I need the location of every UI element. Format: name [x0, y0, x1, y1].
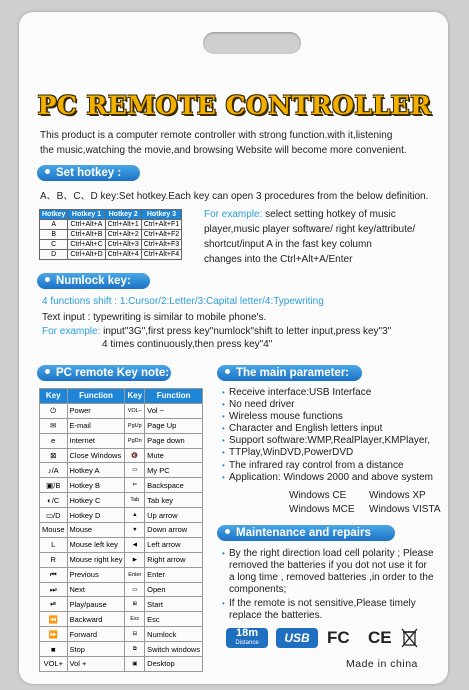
example-text: input"3G",first press key"numlock"shift to letter input,press key"3" [100, 326, 392, 337]
table-header-row [40, 210, 182, 220]
list-item: • Wireless mouse functions [222, 411, 433, 423]
hotkey-header: Set hotkey : [37, 165, 140, 181]
bullet-icon [45, 369, 50, 374]
usb-logo-icon: USB [276, 628, 318, 648]
distance-value: 18m [235, 627, 259, 639]
key-icon: ♪/A [40, 463, 68, 478]
function-cell: Page Up [145, 418, 203, 433]
numlock-example-line-2: 4 times continuously,then press key"4" [102, 339, 273, 350]
fc-mark-icon: FC [327, 628, 350, 647]
column-header: Hotkey 2 [105, 210, 141, 220]
function-cell: Forward [67, 627, 125, 642]
made-in-label: Made in china [346, 658, 418, 670]
function-cell: My PC [145, 463, 203, 478]
table-row [40, 220, 182, 230]
table-row [40, 403, 203, 418]
parameter-header: The main parameter: [217, 365, 362, 381]
key-icon: R [40, 552, 68, 567]
key-icon: ◐/C [40, 493, 68, 508]
function-cell: Vol − [145, 403, 203, 418]
key-icon: VOL− [125, 403, 145, 418]
hotkey-example-line-4: changes into the Ctrl+Alt+A/Enter [204, 254, 353, 265]
key-icon: L [40, 537, 68, 552]
function-cell: Mute [145, 448, 203, 463]
table-cell: C [40, 240, 68, 250]
bullet-icon [45, 277, 50, 282]
maintenance-line: replace the batteries. [229, 610, 323, 622]
os-windows-ce: Windows CE [289, 490, 347, 501]
list-item [222, 548, 444, 596]
function-cell: Play/pause [67, 597, 125, 612]
table-row [40, 642, 203, 657]
hotkey-example-line-1 [204, 208, 396, 222]
table-cell: Ctrl+Alt+1 [105, 220, 141, 230]
table-cell: Ctrl+Alt+A [68, 220, 105, 230]
key-icon: ⊠ [40, 448, 68, 463]
os-windows-mce: Windows MCE [289, 504, 355, 515]
keynote-table [39, 388, 203, 672]
hang-hole [203, 32, 301, 54]
function-cell: Close Windows [67, 448, 125, 463]
numlock-shift: 4 functions shift : 1:Cursor/2:Letter/3:Capital letter/4:Typewriting [42, 296, 324, 307]
table-row [40, 552, 203, 567]
list-item: • Application: Windows 2000 and above system [222, 472, 433, 484]
function-cell: Left arrow [145, 537, 203, 552]
numlock-header: Numlock key: [37, 273, 150, 289]
function-cell: Tab key [145, 493, 203, 508]
function-cell: Internet [67, 433, 125, 448]
table-cell: Ctrl+Alt+4 [105, 250, 141, 260]
page-title: PC REMOTE CONTROLLER [37, 91, 432, 120]
maintenance-line: components; [229, 584, 287, 596]
key-icon: ▲ [125, 508, 145, 523]
ce-mark-icon: CE [368, 628, 392, 647]
key-icon: ⏪ [40, 612, 68, 627]
intro-line-2: the music,watching the movie,and browsing Website will become more convenient. [40, 145, 407, 156]
key-icon: e [40, 433, 68, 448]
function-cell: Numlock [145, 627, 203, 642]
bullet-icon [45, 169, 50, 174]
distance-label: Distance [235, 640, 259, 646]
key-icon: ◀ [125, 537, 145, 552]
function-cell: E-mail [67, 418, 125, 433]
maintenance-list [222, 548, 444, 623]
table-row [40, 612, 203, 627]
hotkey-example-line-2: player,music player software/ right key/attribute/ [204, 224, 416, 235]
maintenance-line: By the right direction load cell polarity ; Please [229, 548, 434, 559]
table-cell: Ctrl+Alt+D [68, 250, 105, 260]
key-icon: ⧉ [125, 642, 145, 657]
intro-line-1: This product is a computer remote controller with strong function.with it,listening [40, 130, 393, 141]
function-cell: Desktop [145, 657, 203, 672]
table-row [40, 493, 203, 508]
column-header: Hotkey 3 [141, 210, 181, 220]
table-row [40, 582, 203, 597]
table-row [40, 433, 203, 448]
key-icon: ⇐ [125, 478, 145, 493]
table-row [40, 523, 203, 538]
key-icon: ⏯ [40, 597, 68, 612]
example-text: select setting hotkey of music [262, 209, 396, 220]
function-cell: Down arrow [145, 523, 203, 538]
key-icon: ▭/D [40, 508, 68, 523]
maintenance-header: Maintenance and repairs [217, 525, 395, 541]
table-row [40, 448, 203, 463]
list-item: • Receive interface:USB Interface [222, 387, 433, 399]
function-cell: Right arrow [145, 552, 203, 567]
key-icon: ⊞ [125, 597, 145, 612]
column-header: Key [40, 389, 68, 404]
function-cell: Switch windows [145, 642, 203, 657]
list-item: • TTPlay,WinDVD,PowerDVD [222, 447, 433, 459]
bullet-icon [225, 529, 230, 534]
column-header: Function [145, 389, 203, 404]
function-cell: Stop [67, 642, 125, 657]
key-icon: ▼ [125, 523, 145, 538]
key-icon: Esc [125, 612, 145, 627]
column-header: Function [67, 389, 125, 404]
table-row [40, 508, 203, 523]
table-row [40, 657, 203, 672]
hotkey-table [39, 209, 182, 260]
example-label: For example: [42, 326, 101, 337]
list-item: • The infrared ray control from a distance [222, 460, 433, 472]
column-header: Hotkey [40, 210, 68, 220]
table-cell: D [40, 250, 68, 260]
table-row [40, 230, 182, 240]
key-icon: Mouse [40, 523, 68, 538]
table-row [40, 250, 182, 260]
numlock-text-input: Text input : typewriting is similar to mobile phone's. [42, 312, 267, 323]
table-row [40, 567, 203, 582]
table-row [40, 240, 182, 250]
function-cell: Enter [145, 567, 203, 582]
table-cell: Ctrl+Alt+F3 [141, 240, 181, 250]
example-label: For example: [204, 209, 263, 220]
function-cell: Mouse right key [67, 552, 125, 567]
key-icon: PgUp [125, 418, 145, 433]
numlock-example-line-1 [42, 325, 391, 339]
table-cell: Ctrl+Alt+3 [105, 240, 141, 250]
table-cell: Ctrl+Alt+F2 [141, 230, 181, 240]
column-header: Key [125, 389, 145, 404]
list-item: • Character and English letters input [222, 423, 433, 435]
distance-badge [226, 628, 268, 648]
key-icon: ▶ [125, 552, 145, 567]
key-icon: ▣/B [40, 478, 68, 493]
table-cell: B [40, 230, 68, 240]
os-windows-xp: Windows XP [369, 490, 426, 501]
table-row [40, 627, 203, 642]
list-item: • Support software:WMP,RealPlayer,KMPlayer, [222, 435, 433, 447]
function-cell: Up arrow [145, 508, 203, 523]
key-icon: ▭ [125, 582, 145, 597]
os-windows-vista: Windows VISTA [369, 504, 441, 515]
function-cell: Start [145, 597, 203, 612]
table-header-row [40, 389, 203, 404]
keynote-header: PC remote Key note: [37, 365, 171, 381]
parameter-list [222, 387, 433, 484]
key-icon: Tab [125, 493, 145, 508]
key-icon: ⏮ [40, 567, 68, 582]
column-header: Hotkey 1 [68, 210, 105, 220]
function-cell: Next [67, 582, 125, 597]
table-row [40, 463, 203, 478]
list-item [222, 598, 444, 622]
function-cell: Previous [67, 567, 125, 582]
function-cell: Page down [145, 433, 203, 448]
table-cell: Ctrl+Alt+B [68, 230, 105, 240]
function-cell: Hotkey B [67, 478, 125, 493]
key-icon: ⏭ [40, 582, 68, 597]
key-icon: ⏩ [40, 627, 68, 642]
function-cell: Esc [145, 612, 203, 627]
bullet-icon [225, 369, 230, 374]
function-cell: Mouse [67, 523, 125, 538]
key-icon: PgDn [125, 433, 145, 448]
maintenance-line: If the remote is not sensitive,Please timely [229, 598, 416, 610]
key-icon: 🔇 [125, 448, 145, 463]
weee-bin-icon [401, 628, 418, 648]
key-icon: ▭ [125, 463, 145, 478]
table-row [40, 478, 203, 493]
maintenance-line: a long time , removed batteries ,in order to the [229, 572, 434, 584]
table-cell: Ctrl+Alt+2 [105, 230, 141, 240]
table-cell: Ctrl+Alt+C [68, 240, 105, 250]
function-cell: Backward [67, 612, 125, 627]
function-cell: Mouse left key [67, 537, 125, 552]
function-cell: Vol + [67, 657, 125, 672]
maintenance-line: removed the batteries if you dot not use it for [229, 560, 427, 572]
function-cell: Hotkey C [67, 493, 125, 508]
hotkey-example-line-3: shortcut/input A in the fast key column [204, 239, 372, 250]
function-cell: Open [145, 582, 203, 597]
table-row [40, 537, 203, 552]
key-icon: VOL+ [40, 657, 68, 672]
key-icon: ■ [40, 642, 68, 657]
function-cell: Backspace [145, 478, 203, 493]
key-icon: ⏻ [40, 403, 68, 418]
list-item: • No need driver [222, 399, 433, 411]
hotkey-description: A、B、C、D key:Set hotkey.Each key can open 3 procedures from the below definition. [40, 191, 429, 202]
key-icon: ▣ [125, 657, 145, 672]
table-cell: Ctrl+Alt+F1 [141, 220, 181, 230]
function-cell: Hotkey A [67, 463, 125, 478]
function-cell: Hotkey D [67, 508, 125, 523]
key-icon: Enter [125, 567, 145, 582]
table-row [40, 418, 203, 433]
key-icon: ⊟ [125, 627, 145, 642]
function-cell: Power [67, 403, 125, 418]
table-cell: Ctrl+Alt+F4 [141, 250, 181, 260]
table-cell: A [40, 220, 68, 230]
table-row [40, 597, 203, 612]
key-icon: ✉ [40, 418, 68, 433]
